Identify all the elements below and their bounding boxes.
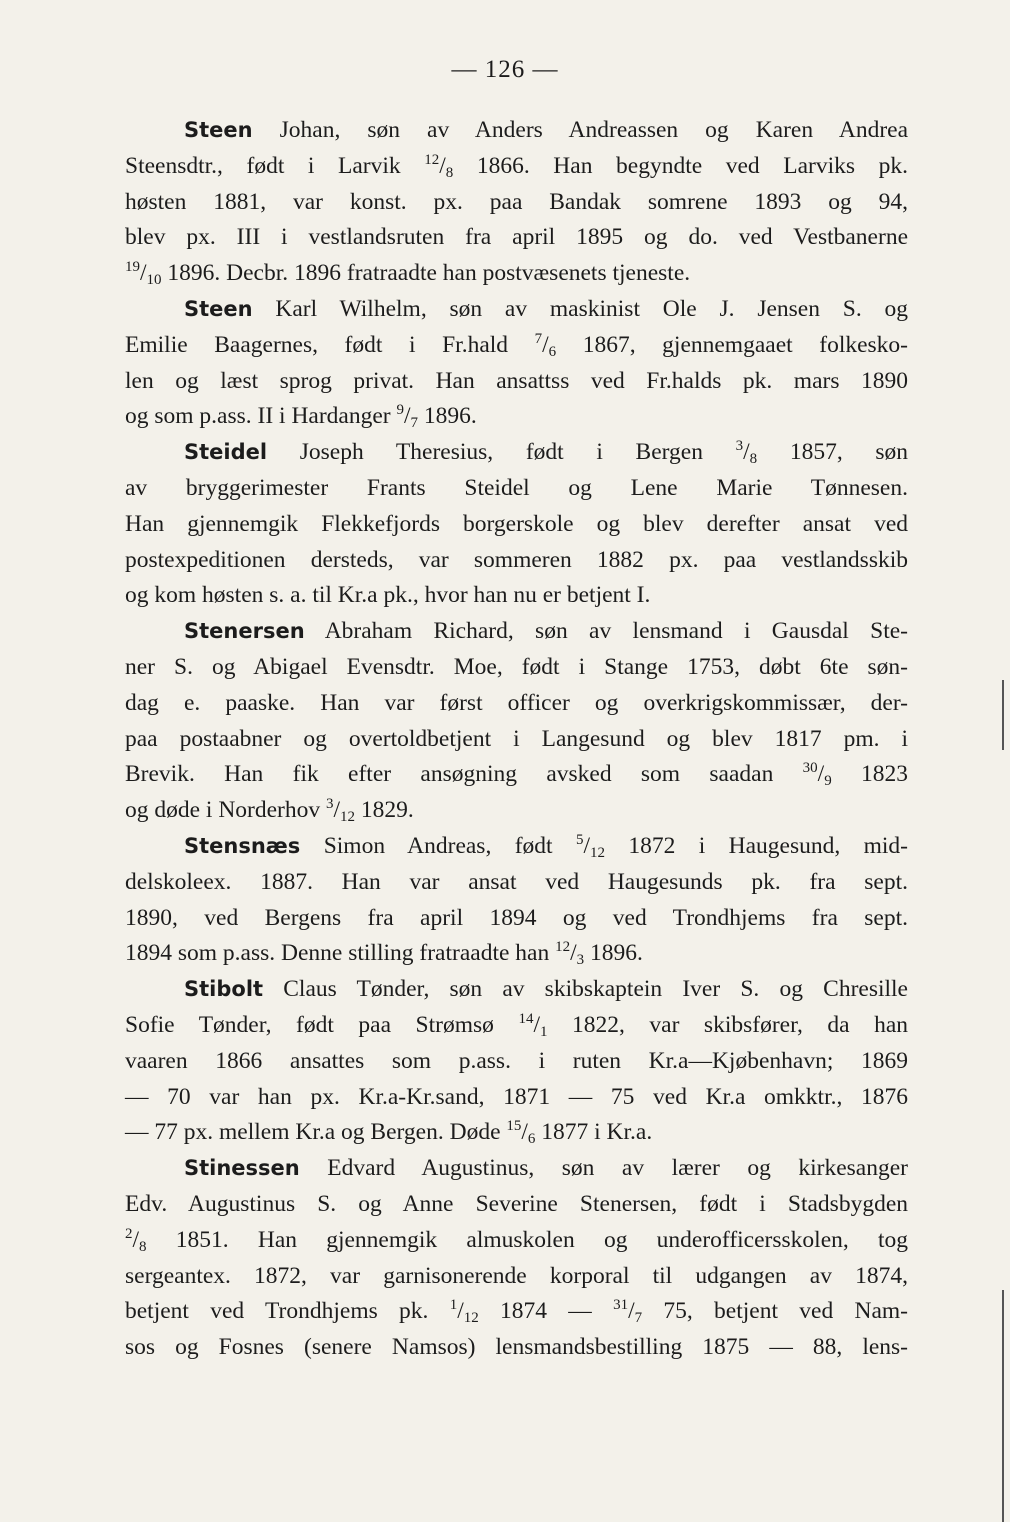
- date-fraction: $^3/_8$: [735, 438, 758, 468]
- fraction-day: 3: [326, 796, 334, 813]
- fraction-month: 8: [139, 1238, 147, 1255]
- entry-text: — 70 var han px. Kr.a-Kr.sand, 1871 — 75 ved Kr.a omkktr., 1876: [125, 1083, 908, 1110]
- text-line: [125, 722, 908, 758]
- entry-text: 1823: [831, 761, 909, 788]
- text-line: [125, 1187, 908, 1223]
- entry-text: len og læst sprog privat. Han ansattss ved Fr.halds pk. mars 1890: [125, 367, 908, 394]
- entry-text: 1857, søn: [757, 439, 908, 466]
- fraction-day: 5: [575, 831, 584, 848]
- text-line: [125, 435, 908, 471]
- entry-name: Stenersen: [184, 619, 305, 644]
- text-line: [125, 901, 908, 937]
- fraction-month: 10: [146, 272, 162, 289]
- entry-text: paa postaabner og overtoldbetjent i Langesund og blev 1817 pm. i: [125, 725, 908, 752]
- fraction-month: 12: [589, 844, 605, 861]
- entry-text: 1874 —: [478, 1298, 614, 1325]
- date-fraction: $^{19}/_{10}$: [125, 259, 162, 289]
- text-line: [125, 1044, 908, 1080]
- entry-text: og kom høsten s. a. til Kr.a pk., hvor han nu er betjent I.: [125, 582, 651, 609]
- entry-text: 1851. Han gjennemgik almuskolen og underofficersskolen, tog: [146, 1226, 908, 1253]
- entry-text: 1896.: [418, 403, 477, 430]
- entry-text: Joseph Theresius, født i Bergen: [267, 439, 736, 466]
- entry-stinessen: [125, 1151, 908, 1366]
- entry-text: Abraham Richard, søn av lensmand i Gausdal Ste-: [304, 618, 908, 645]
- entry-text: og som p.ass. II i Hardanger: [125, 403, 397, 430]
- entry-text: blev px. III i vestlandsruten fra april 1895 og do. ved Vestbanerne: [125, 224, 908, 251]
- entry-text: 1896. Decbr. 1896 fratraadte han postvæsenets tjeneste.: [161, 260, 691, 287]
- fraction-month: 7: [634, 1310, 643, 1327]
- entry-text: — 77 px. mellem Kr.a og Bergen. Døde: [125, 1119, 507, 1146]
- entry-text: vaaren 1866 ansattes som p.ass. i ruten Kr.a—Kjøbenhavn; 1869: [125, 1047, 908, 1074]
- text-line: [125, 1223, 908, 1259]
- entry-text: høsten 1881, var konst. px. paa Bandak somrene 1893 og 94,: [125, 188, 908, 215]
- entry-text: Steensdtr., født i Larvik: [125, 152, 425, 179]
- entry-text: 1890, ved Bergens fra april 1894 og ved Trondhjems fra sept.: [125, 904, 908, 931]
- text-line: [125, 1080, 908, 1116]
- page-edge-mark: [1002, 1290, 1004, 1522]
- text-line: [125, 972, 908, 1008]
- text-line: [125, 399, 908, 435]
- fraction-month: 7: [410, 415, 419, 432]
- text-line: [125, 757, 908, 793]
- fraction-month: 12: [340, 809, 356, 826]
- date-fraction: $^1/_{12}$: [449, 1297, 479, 1327]
- text-line: [125, 1151, 908, 1187]
- entry-text: sergeantex. 1872, var garnisonerende korporal til udgangen av 1874,: [125, 1262, 908, 1289]
- entry-stenersen: [125, 614, 908, 829]
- entry-text: Karl Wilhelm, søn av maskinist Ole J. Jensen S. og: [252, 295, 908, 322]
- text-line: [125, 507, 908, 543]
- date-fraction: $^{30}/_9$: [802, 760, 832, 790]
- date-fraction: $^7/_6$: [534, 330, 557, 360]
- fraction-month: 12: [463, 1310, 479, 1327]
- date-fraction: $^{15}/_6$: [506, 1118, 536, 1148]
- date-fraction: $^2/_8$: [125, 1225, 147, 1255]
- date-fraction: $^5/_{12}$: [575, 831, 605, 861]
- date-fraction: $^3/_{12}$: [326, 796, 356, 826]
- text-line: [125, 256, 908, 292]
- fraction-month: 8: [445, 164, 454, 181]
- page-edge-mark: [1002, 680, 1004, 750]
- fraction-day: 2: [125, 1225, 133, 1242]
- entry-stibolt: [125, 972, 908, 1151]
- fraction-month: 8: [749, 451, 758, 468]
- entry-text: ner S. og Abigael Evensdtr. Moe, født i Stange 1753, døbt 6te søn-: [125, 653, 908, 680]
- fraction-month: 9: [824, 773, 832, 790]
- fraction-day: 9: [396, 402, 404, 419]
- text-line: [125, 578, 908, 614]
- fraction-month: 3: [576, 952, 585, 969]
- entry-text: delskoleex. 1887. Han var ansat ved Haugesunds pk. fra sept.: [125, 868, 908, 895]
- entry-text: dag e. paaske. Han var først officer og overkrigskommissær, der-: [125, 689, 908, 716]
- text-line: [125, 185, 908, 221]
- text-line: [125, 292, 908, 328]
- entry-text: Edv. Augustinus S. og Anne Severine Stenersen, født i Stadsbygden: [125, 1190, 908, 1217]
- text-line: [125, 328, 908, 364]
- text-line: [125, 829, 908, 865]
- entry-text: Edvard Augustinus, søn av lærer og kirkesanger: [299, 1155, 908, 1182]
- text-line: [125, 1008, 908, 1044]
- fraction-day: 12: [424, 151, 440, 168]
- text-line: [125, 650, 908, 686]
- entry-text: 1867, gjennemgaaet folkesko-: [556, 331, 908, 358]
- entry-text: 1894 som p.ass. Denne stilling fratraadte han: [125, 940, 556, 967]
- text-line: [125, 113, 908, 149]
- entry-name: Steen: [184, 118, 253, 142]
- entry-text: Simon Andreas, født: [300, 832, 576, 859]
- entry-text: 1896.: [584, 940, 643, 967]
- fraction-day: 1: [449, 1297, 458, 1314]
- fraction-day: 12: [555, 939, 571, 956]
- text-line: [125, 865, 908, 901]
- fraction-month: 6: [527, 1131, 536, 1148]
- entry-name: Steidel: [184, 440, 268, 465]
- entry-text: betjent ved Trondhjems pk.: [125, 1298, 450, 1325]
- text-line: [125, 686, 908, 722]
- text-line: [125, 1259, 908, 1295]
- text-line: [125, 1330, 908, 1366]
- entry-name: Stensnæs: [184, 833, 301, 858]
- fraction-day: 19: [125, 259, 140, 276]
- entry-text: 1872 i Haugesund, mid-: [604, 832, 908, 859]
- fraction-month: 1: [539, 1023, 548, 1040]
- fraction-day: 3: [735, 438, 744, 455]
- text-line: [125, 1115, 908, 1151]
- entry-text: Sofie Tønder, født paa Strømsø: [125, 1011, 519, 1038]
- date-fraction: $^{12}/_8$: [424, 151, 454, 181]
- text-line: [125, 364, 908, 400]
- text-block: [125, 113, 908, 1366]
- entry-text: Johan, søn av Anders Andreassen og Karen Andrea: [252, 117, 908, 143]
- entry-name: Steen: [184, 296, 253, 321]
- text-line: [125, 936, 908, 972]
- entry-text: Emilie Baagernes, født i Fr.hald: [125, 331, 535, 358]
- entry-name: Stinessen: [184, 1156, 300, 1181]
- text-line: [125, 471, 908, 507]
- entry-text: Claus Tønder, søn av skibskaptein Iver S. og Chresille: [263, 976, 908, 1003]
- page-number: — 126 —: [451, 56, 559, 83]
- entry-steen: [125, 292, 908, 435]
- fraction-day: 7: [534, 330, 543, 347]
- entry-text: av bryggerimester Frants Steidel og Lene Marie Tønnesen.: [125, 474, 908, 501]
- entry-text: 1822, var skibsfører, da han: [547, 1011, 909, 1038]
- text-line: [125, 543, 908, 579]
- date-fraction: $^{12}/_3$: [555, 939, 585, 969]
- entry-text: 1829.: [355, 797, 414, 824]
- date-fraction: $^9/_7$: [396, 402, 419, 432]
- text-line: [125, 793, 908, 829]
- text-line: [125, 1294, 908, 1330]
- date-fraction: $^{31}/_7$: [613, 1297, 643, 1327]
- entry-text: sos og Fosnes (senere Namsos) lensmandsbestilling 1875 — 88, lens-: [125, 1334, 908, 1361]
- fraction-day: 15: [506, 1118, 522, 1135]
- entry-text: postexpeditionen dersteds, var sommeren 1882 px. paa vestlandsskib: [125, 546, 908, 573]
- fraction-day: 31: [613, 1297, 629, 1314]
- text-line: [125, 220, 908, 256]
- date-fraction: $^{14}/_1$: [518, 1010, 548, 1040]
- entry-text: 75, betjent ved Nam-: [642, 1298, 908, 1325]
- entry-name: Stibolt: [184, 977, 264, 1002]
- fraction-month: 6: [548, 343, 557, 360]
- entry-text: 1866. Han begyndte ved Larviks pk.: [453, 152, 908, 179]
- entry-text: Brevik. Han fik efter ansøgning avsked som saadan: [125, 761, 803, 788]
- fraction-day: 14: [518, 1010, 534, 1027]
- entry-text: 1877 i Kr.a.: [535, 1119, 653, 1146]
- entry-text: og døde i Norderhov: [125, 797, 327, 824]
- text-line: [125, 614, 908, 650]
- entry-stensnæs: [125, 829, 908, 972]
- entry-text: Han gjennemgik Flekkefjords borgerskole og blev derefter ansat ved: [125, 510, 908, 537]
- entry-steen: [125, 113, 908, 292]
- text-line: [125, 149, 908, 185]
- fraction-day: 30: [802, 760, 818, 777]
- entry-steidel: [125, 435, 908, 614]
